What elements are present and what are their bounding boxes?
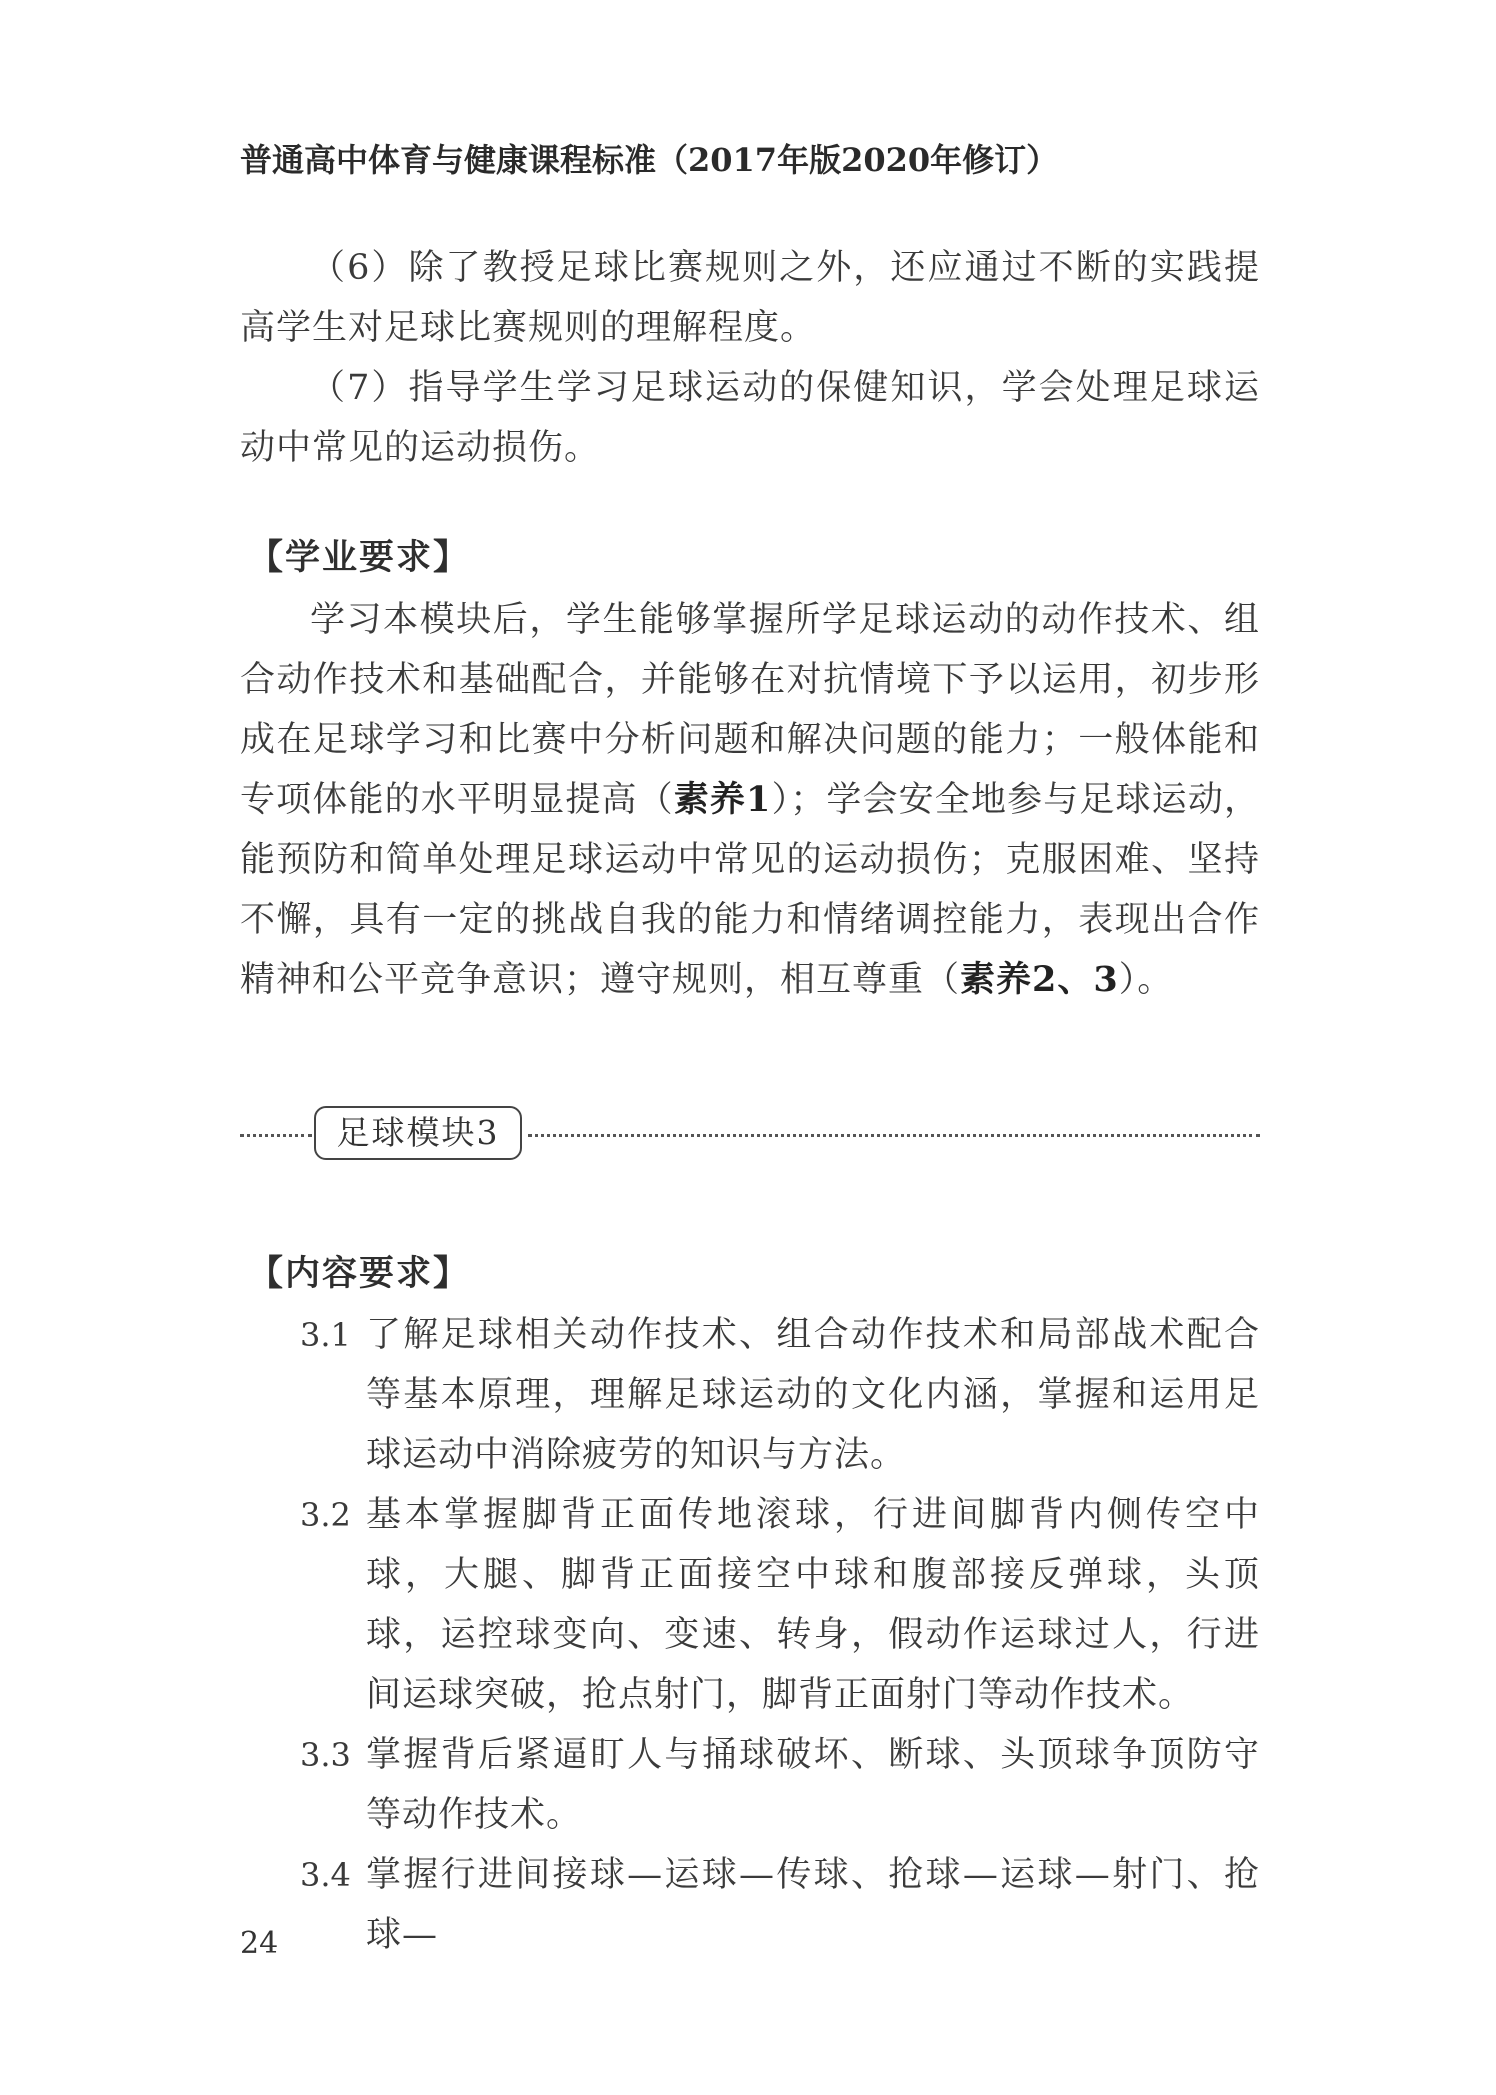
content-requirements-heading: 【内容要求】	[248, 1253, 471, 1294]
content-item	[300, 1845, 1260, 1965]
academic-requirements-paragraph	[240, 590, 1260, 1010]
page-number: 24	[240, 1926, 279, 1961]
content-item-number: 3.1	[300, 1316, 351, 1354]
content-item	[300, 1725, 1260, 1845]
content-item	[300, 1305, 1260, 1485]
content-item-number: 3.4	[300, 1856, 351, 1894]
running-header-title: 普通高中体育与健康课程标准（2017年版2020年修订）	[240, 141, 1059, 179]
academic-text-part1: 学习本模块后，学生能够掌握所学足球运动的动作技术、组合动作技术和基础配合，并能够在对抗情境下予以运用，初步形成在足球学习和比赛中分析问题和解决问题的能力；一般体能和专项体能的水平明显提高（	[240, 600, 1260, 820]
academic-text-part2: ）；学会安全地参与足球运动，能预防和简单处理足球运动中常见的运动损伤；克服困难、坚持不懈，具有一定的挑战自我的能力和情绪调控能力，表现出合作精神和公平竞争意识；遵守规则，相互尊重（	[240, 780, 1260, 1000]
academic-text-part3: ）。	[1118, 960, 1174, 1000]
academic-requirements-heading: 【学业要求】	[248, 537, 471, 578]
content-item-text: 掌握背后紧逼盯人与捅球破坏、断球、头顶球争顶防守等动作技术。	[366, 1735, 1260, 1835]
content-item	[300, 1485, 1260, 1725]
module-divider	[240, 1106, 1260, 1164]
divider-dots-left	[240, 1134, 312, 1137]
divider-dots-right	[528, 1134, 1260, 1137]
content-item-number: 3.3	[300, 1736, 351, 1774]
content-item-text: 了解足球相关动作技术、组合动作技术和局部战术配合等基本原理，理解足球运动的文化内涵，掌握和运用足球运动中消除疲劳的知识与方法。	[366, 1315, 1260, 1475]
paragraph-item-7: （7）指导学生学习足球运动的保健知识，学会处理足球运动中常见的运动损伤。	[240, 368, 1260, 468]
content-item-number: 3.2	[300, 1496, 351, 1534]
literacy-tag-2-3: 素养2、3	[960, 959, 1119, 1000]
content-item-text: 掌握行进间接球—运球—传球、抢球—运球—射门、抢球—	[366, 1855, 1260, 1955]
literacy-tag-1: 素养1	[673, 779, 772, 820]
paragraph-item-6: （6）除了教授足球比赛规则之外，还应通过不断的实践提高学生对足球比赛规则的理解程度。	[240, 248, 1260, 348]
content-item-text: 基本掌握脚背正面传地滚球，行进间脚背内侧传空中球，大腿、脚背正面接空中球和腹部接反弹球，头顶球，运控球变向、变速、转身，假动作运球过人，行进间运球突破，抢点射门，脚背正面射门等动作技术。	[366, 1495, 1260, 1715]
module-title-box: 足球模块3	[314, 1106, 522, 1160]
